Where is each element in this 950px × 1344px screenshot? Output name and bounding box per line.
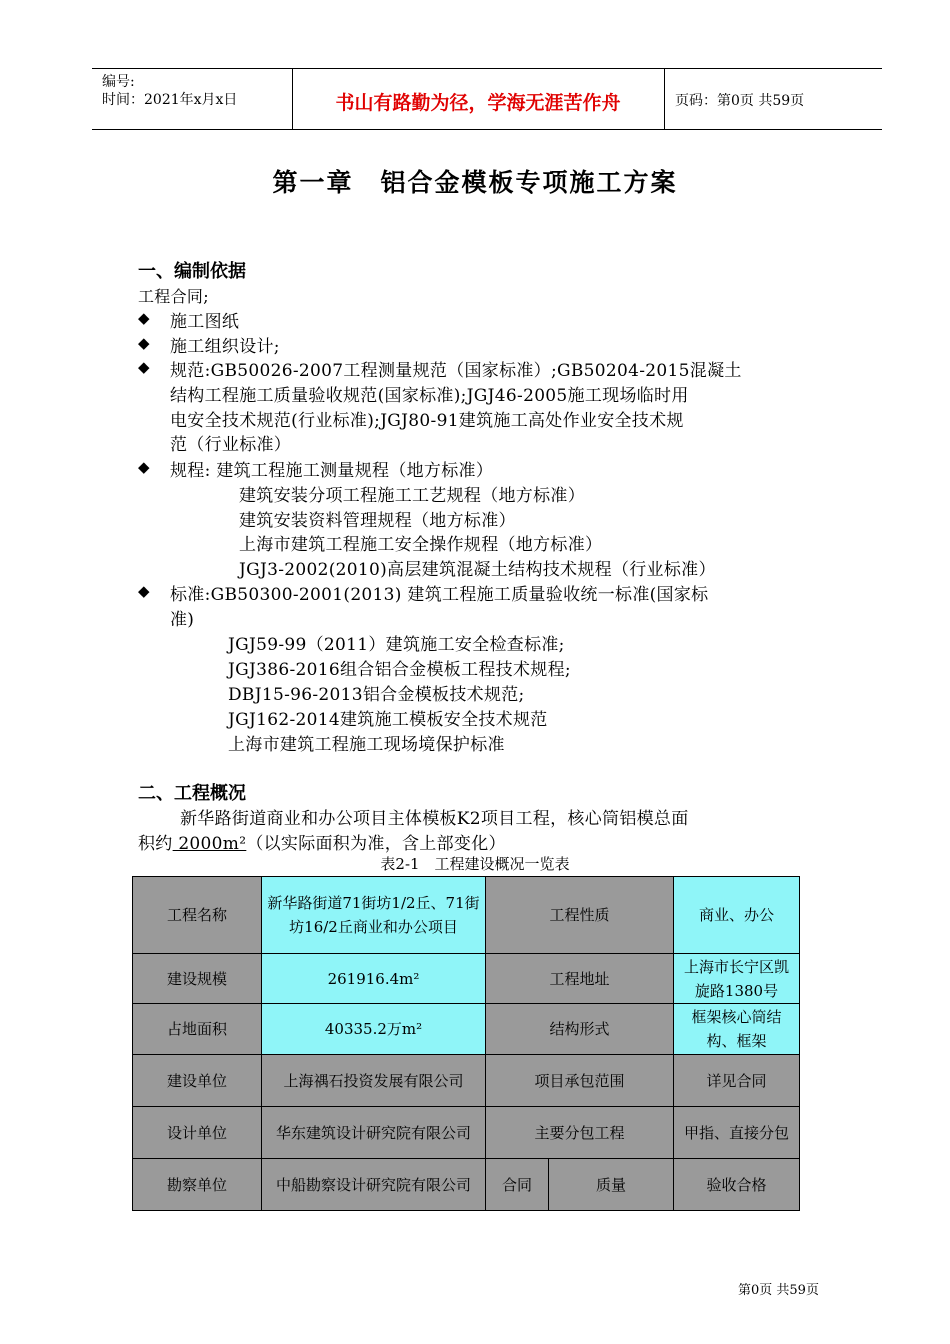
- basis-item-line: 规范:GB50026-2007工程测量规范（国家标准）;GB50204-2015混凝土: [170, 361, 742, 381]
- table-label-cell: 主要分包工程: [486, 1107, 674, 1159]
- area-value: 2000m²: [172, 834, 247, 854]
- table-value-cell: 验收合格: [674, 1159, 800, 1211]
- header-page-cell: [665, 69, 881, 129]
- table-label-cell: 建设单位: [133, 1055, 262, 1107]
- table-value-cell: 上海禑石投资发展有限公司: [262, 1055, 486, 1107]
- table-row: [133, 1055, 800, 1107]
- area-note: （以实际面积为准，含上部变化）: [246, 834, 506, 854]
- basis-item-line: 范（行业标准）: [170, 435, 292, 455]
- bullet-icon: ◆: [138, 334, 150, 352]
- bullet-icon: ◆: [138, 582, 150, 600]
- table-value-cell: 261916.4m²: [262, 954, 486, 1004]
- table-value-cell: 中船勘察设计研究院有限公司: [262, 1159, 486, 1211]
- basis-item-line: 建筑安装分项工程施工工艺规程（地方标准）: [239, 486, 585, 506]
- table-label-cell: 占地面积: [133, 1004, 262, 1055]
- basis-item-line: 标准:GB50300-2001(2013) 建筑工程施工质量验收统一标准(国家标: [170, 585, 709, 605]
- basis-item-line: JGJ3-2002(2010)高层建筑混凝土结构技术规程（行业标准）: [239, 560, 716, 580]
- header-motto-cell: [292, 69, 665, 129]
- table-label-cell: 质量: [549, 1159, 674, 1211]
- basis-item-line: JGJ162-2014建筑施工模板安全技术规范: [228, 710, 548, 730]
- basis-item-line: 准): [170, 610, 195, 630]
- table-value-cell: 华东建筑设计研究院有限公司: [262, 1107, 486, 1159]
- basis-item-line: JGJ386-2016组合铝合金模板工程技术规程;: [228, 660, 571, 680]
- table-value-cell: 商业、办公: [674, 877, 800, 954]
- table-value-cell: 详见合同: [674, 1055, 800, 1107]
- table-value-cell: 新华路街道71街坊1/2丘、71街坊16/2丘商业和办公项目: [262, 877, 486, 954]
- code-label: 编号:: [102, 74, 135, 90]
- table-value-cell: 甲指、直接分包: [674, 1107, 800, 1159]
- basis-item-line: 上海市建筑工程施工安全操作规程（地方标准）: [239, 535, 603, 555]
- table-label-cell: 设计单位: [133, 1107, 262, 1159]
- section1-heading: 一、编制依据: [138, 261, 246, 282]
- basis-item-line: DBJ15-96-2013铝合金模板技术规范;: [228, 685, 525, 705]
- table-label-cell: 项目承包范围: [486, 1055, 674, 1107]
- basis-item-line: 施工图纸: [170, 312, 240, 332]
- table-row: [133, 1159, 800, 1211]
- basis-item-line: 电安全技术规范(行业标准);JGJ80-91建筑施工高处作业安全技术规: [170, 411, 684, 431]
- basis-item-line: 上海市建筑工程施工现场境保护标准: [228, 735, 505, 755]
- header-meta: [92, 69, 293, 129]
- table-row: [133, 877, 800, 954]
- table-label-cell: 工程地址: [486, 954, 674, 1004]
- table-label-cell: 建设规模: [133, 954, 262, 1004]
- table-value-cell: 上海市长宁区凯旋路1380号: [674, 954, 800, 1004]
- table-row: [133, 1004, 800, 1055]
- page-header: [92, 68, 882, 130]
- time-label: 时间：2021年x月x日: [102, 92, 238, 108]
- table-row: [133, 954, 800, 1004]
- basis-item-line: 结构工程施工质量验收规范(国家标准);JGJ46-2005施工现场临时用: [170, 386, 689, 406]
- bullet-icon: ◆: [138, 458, 150, 476]
- header-page-info: 页码：第0页 共59页: [675, 93, 805, 109]
- bullet-icon: ◆: [138, 358, 150, 376]
- basis-item-line: 施工组织设计;: [170, 337, 280, 357]
- bullet-icon: ◆: [138, 309, 150, 327]
- table-label-cell: 工程名称: [133, 877, 262, 954]
- header-motto: 书山有路勤为径，学海无涯苦作舟: [335, 92, 621, 114]
- section1-intro: 工程合同;: [138, 287, 209, 306]
- basis-item-line: JGJ59-99（2011）建筑施工安全检查标准;: [228, 635, 565, 655]
- overview-paragraph-line: [138, 829, 506, 854]
- basis-item-line: 规程: 建筑工程施工测量规程（地方标准）: [170, 461, 494, 481]
- overview-paragraph-line: 新华路街道商业和办公项目主体模板K2项目工程，核心筒铝模总面: [180, 809, 689, 829]
- basis-item-line: 建筑安装资料管理规程（地方标准）: [239, 511, 516, 531]
- section2-heading: 二、工程概况: [138, 783, 246, 804]
- table-label-cell: 工程性质: [486, 877, 674, 954]
- project-overview-table: [132, 876, 800, 1211]
- table-value-cell: 40335.2万m²: [262, 1004, 486, 1055]
- table-label-cell: 合同: [486, 1159, 549, 1211]
- table-row: [133, 1107, 800, 1159]
- page-footer: 第0页 共59页: [738, 1283, 819, 1298]
- table-label-cell: 结构形式: [486, 1004, 674, 1055]
- table-caption: 表2-1 工程建设概况一览表: [380, 855, 570, 873]
- area-prefix: 积约: [138, 834, 173, 854]
- chapter-title: 第一章 铝合金模板专项施工方案: [272, 168, 678, 197]
- table-value-cell: 框架核心筒结构、框架: [674, 1004, 800, 1055]
- table-label-cell: 勘察单位: [133, 1159, 262, 1211]
